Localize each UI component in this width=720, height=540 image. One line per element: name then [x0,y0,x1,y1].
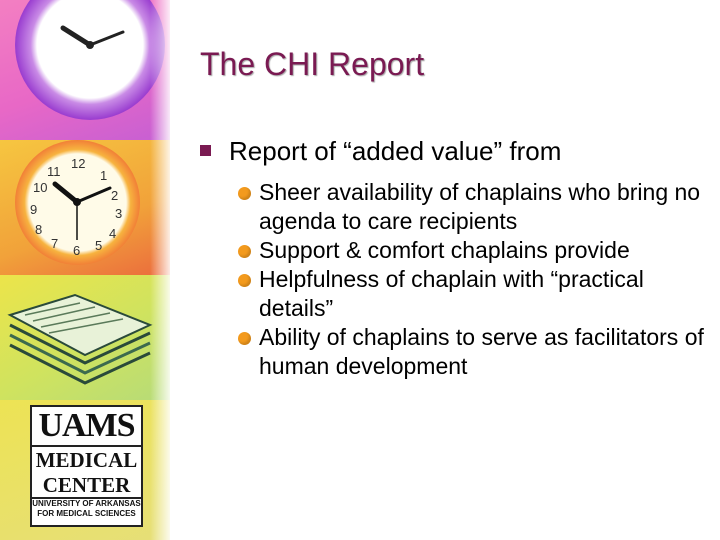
main-bullet-text: Report of “added value” from [229,136,562,166]
sub-bullet-list [238,178,708,381]
svg-text:1: 1 [100,168,108,183]
logo-line-sciences: FOR MEDICAL SCIENCES [37,509,136,518]
svg-text:11: 11 [47,164,61,179]
sub-bullet-item [238,265,708,323]
orange-clock-image [15,140,140,265]
sub-bullet-item [238,236,708,265]
sub-bullet-text: Ability of chaplains to serve as facilitators of human development [259,324,704,379]
svg-text:9: 9 [30,202,38,217]
sub-bullet-text: Sheer availability of chaplains who bring no agenda to care recipients [259,179,701,234]
sub-bullet-text: Support & comfort chaplains provide [259,237,630,263]
svg-text:5: 5 [95,238,103,253]
sidebar-fade [150,0,170,540]
purple-clock-image [15,0,165,120]
square-bullet-icon [200,145,211,156]
svg-text:12: 12 [71,156,86,171]
sub-bullet-item [238,323,708,381]
sub-bullet-item [238,178,708,236]
books-image [5,285,155,395]
logo-line-center: CENTER [32,473,141,499]
logo-line-university: UNIVERSITY OF ARKANSAS [32,499,141,508]
logo-line-medical: MEDICAL [35,448,138,472]
svg-text:4: 4 [109,226,117,241]
svg-text:10: 10 [33,180,48,195]
round-bullet-icon [238,274,251,287]
round-bullet-icon [238,245,251,258]
svg-text:7: 7 [51,236,59,251]
sub-bullet-text: Helpfulness of chaplain with “practical details” [259,266,644,321]
decorative-sidebar [0,0,170,540]
svg-text:2: 2 [111,188,119,203]
svg-text:6: 6 [73,243,81,258]
slide-title: The CHI Report [200,46,425,82]
round-bullet-icon [238,187,251,200]
svg-text:8: 8 [35,222,43,237]
uams-logo [30,405,143,527]
main-bullet [200,134,561,168]
round-bullet-icon [238,332,251,345]
svg-text:3: 3 [115,206,123,221]
logo-line-uams: UAMS [32,407,141,447]
